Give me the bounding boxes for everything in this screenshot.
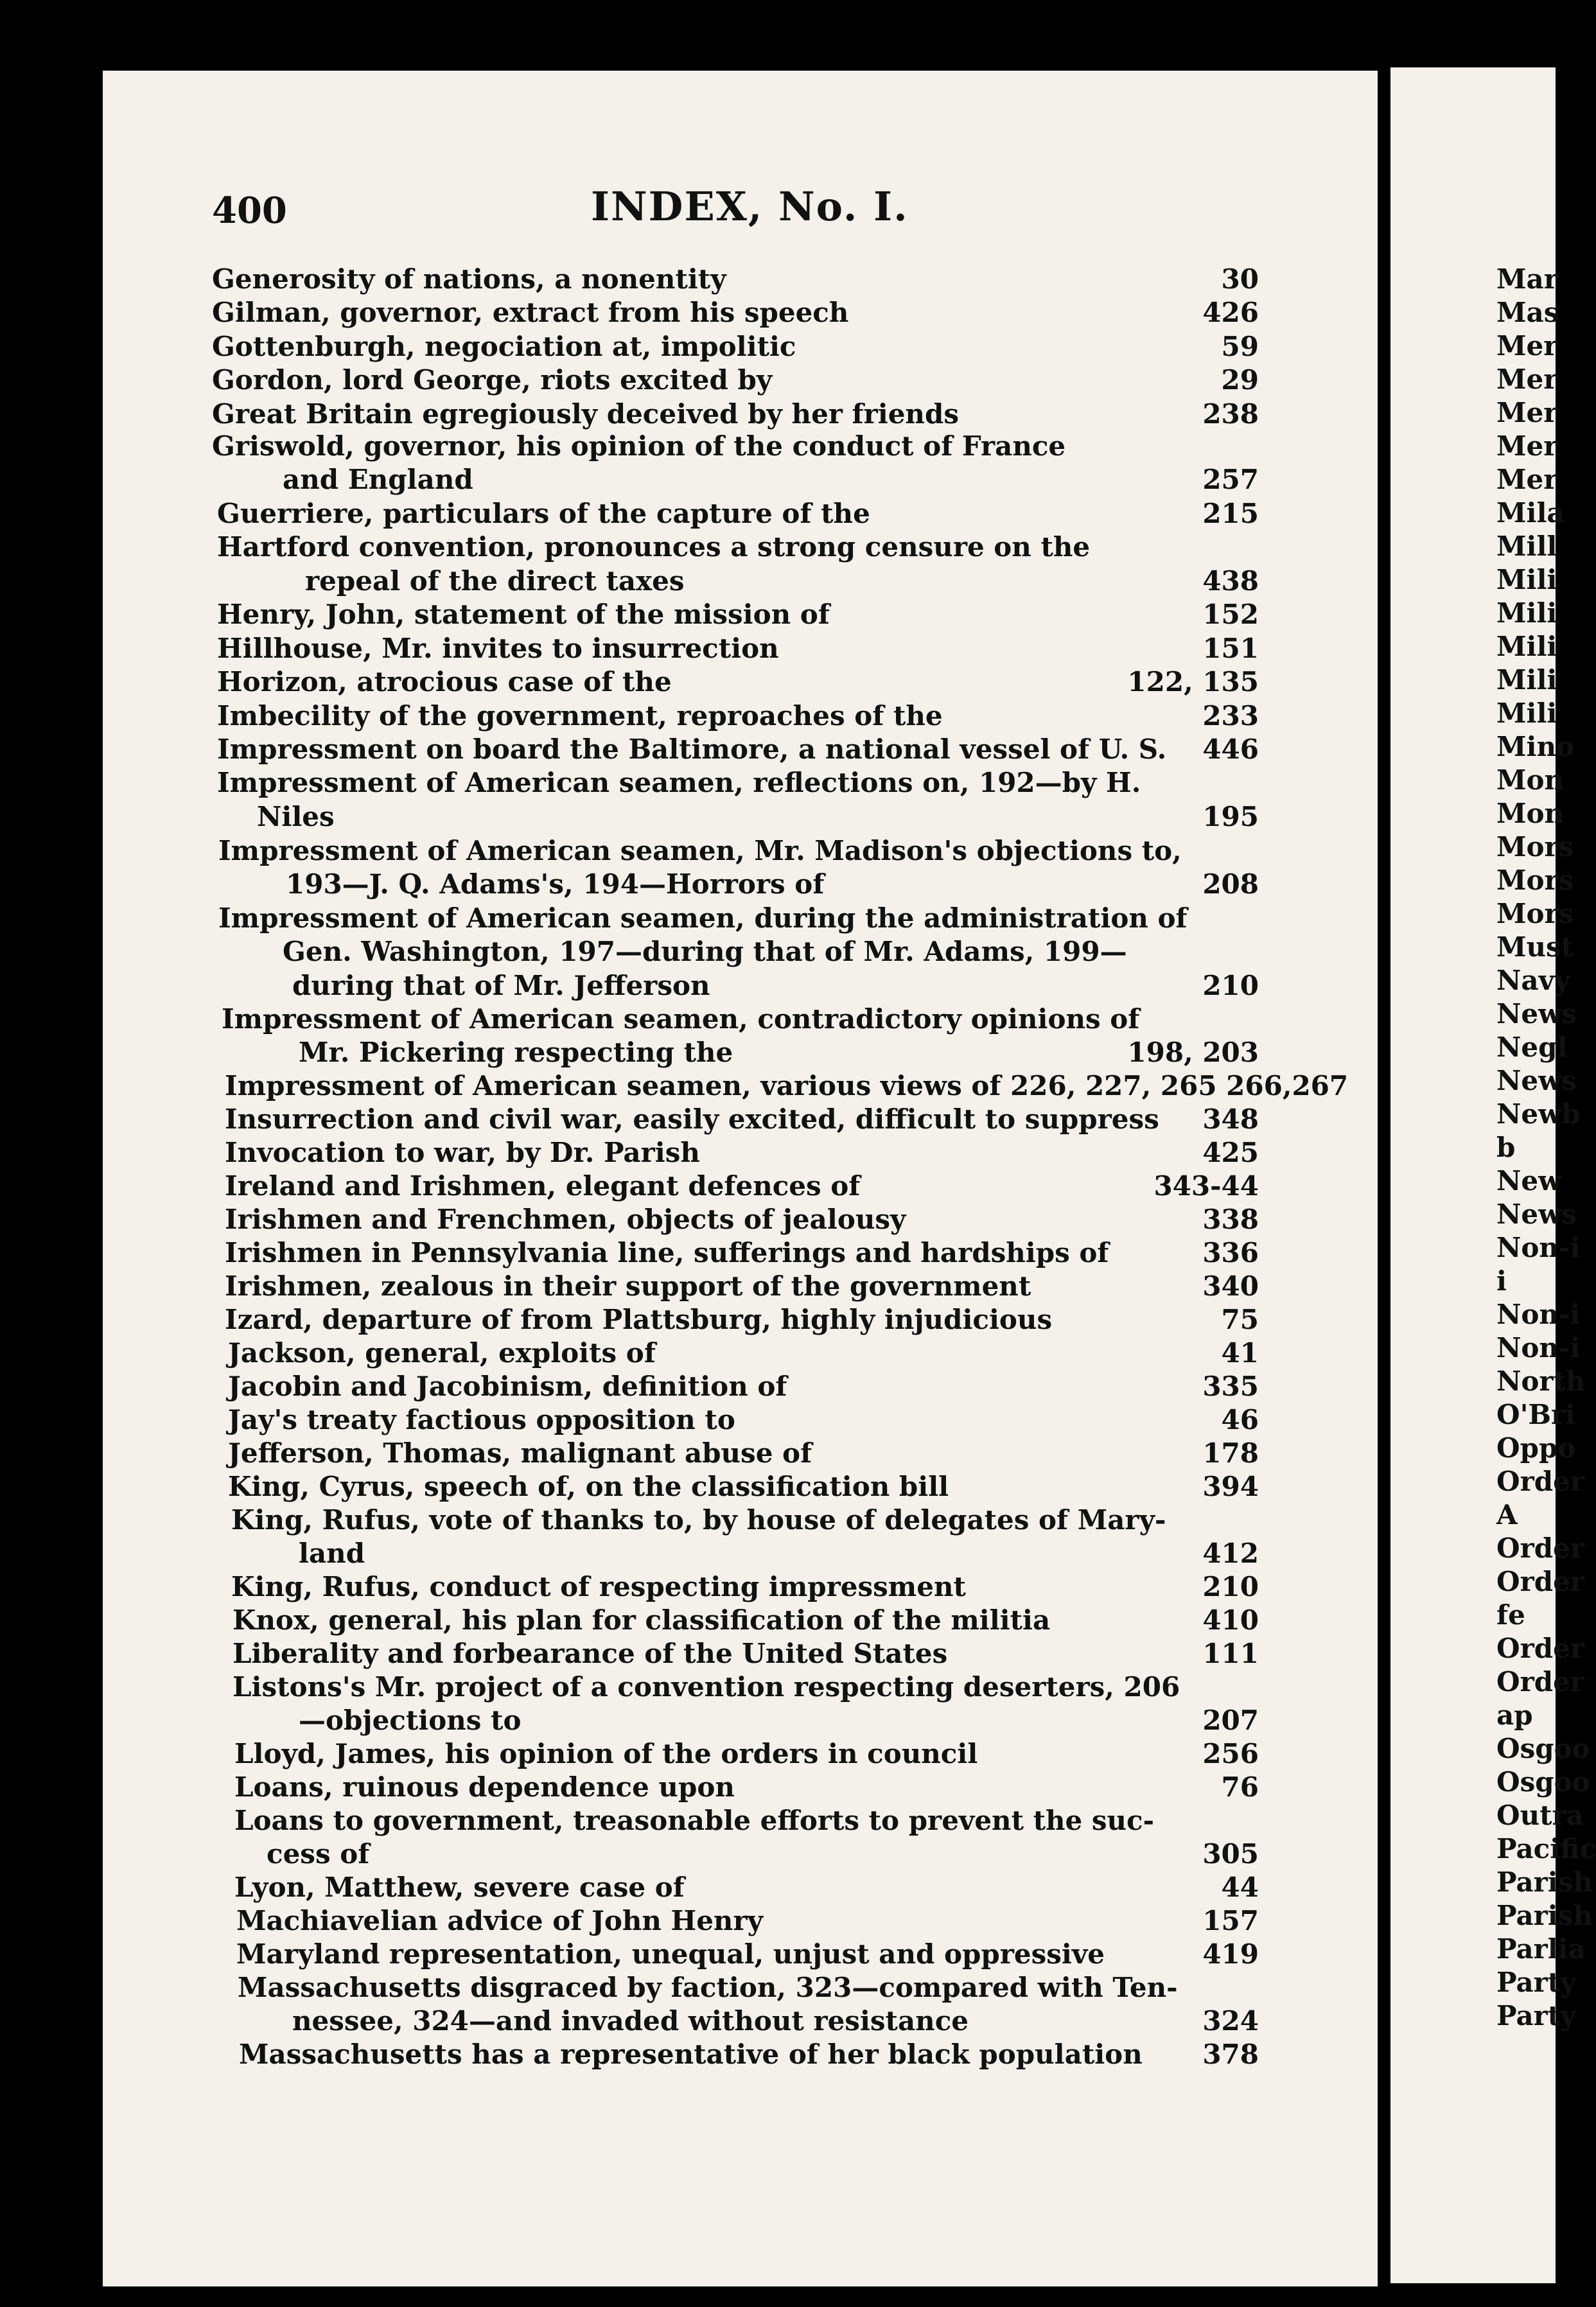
right-page-fragment: News [1496, 1065, 1577, 1096]
index-entry-text: Impressment of American seamen, contradictory opinions of [222, 1003, 1140, 1035]
index-entry-text: 193—J. Q. Adams's, 194—Horrors of [286, 868, 825, 900]
index-entry-text: Gordon, lord George, riots excited by [212, 364, 773, 396]
right-page-fragment: Outra [1496, 1800, 1584, 1831]
index-entry-page: 207 [1202, 1705, 1259, 1736]
index-entry-page: 157 [1202, 1905, 1259, 1936]
right-page-fragment: Mer [1496, 397, 1558, 428]
index-entry-text: Izard, departure of from Plattsburg, highly injudicious [225, 1304, 1053, 1335]
index-entry-text: Massachusetts has a representative of her black population [239, 2039, 1143, 2070]
index-entry-text: Lyon, Matthew, severe case of [234, 1872, 685, 1903]
index-entry-page: 76 [1221, 1771, 1259, 1803]
index-entry-page: 305 [1202, 1838, 1259, 1870]
right-page-fragment: Pacific [1496, 1833, 1596, 1864]
index-entry-text: Impressment on board the Baltimore, a national vessel of U. S. [217, 733, 1167, 765]
right-page-fragment: Order [1496, 1532, 1584, 1564]
right-page-fragment: ap [1496, 1699, 1533, 1731]
index-entry-page: 257 [1202, 464, 1259, 495]
index-entry-text: Irishmen, zealous in their support of the government [225, 1270, 1031, 1302]
index-entry-text: Impressment of American seamen, during the administration of [218, 902, 1188, 934]
index-entry-page: 238 [1202, 398, 1259, 430]
right-page-fragment: Party [1496, 1967, 1576, 1998]
right-page-fragment: Parish [1496, 1866, 1593, 1898]
index-entry-text: Gilman, governor, extract from his speech [212, 297, 849, 328]
index-entry-text: and England [283, 464, 473, 495]
right-page-fragment: Oppo [1496, 1432, 1576, 1464]
right-page-fragment: Mili [1496, 631, 1557, 662]
running-head-title: INDEX, No. I. [591, 183, 909, 230]
right-page-fragment: Mors [1496, 898, 1574, 929]
right-page-fragment: Non-i [1496, 1299, 1581, 1330]
right-page-fragment: Non-i [1496, 1232, 1581, 1263]
index-entry-text: Jackson, general, exploits of [228, 1337, 656, 1369]
right-page-fragment: Mer [1496, 330, 1558, 362]
right-page-fragment: A [1496, 1499, 1518, 1531]
right-page-fragment: Navy [1496, 965, 1570, 996]
right-page-fragment: New [1496, 1165, 1562, 1197]
index-entry-page: 75 [1221, 1304, 1259, 1335]
right-page-fragment: fe [1496, 1599, 1525, 1631]
index-entry-page: 348 [1202, 1103, 1259, 1135]
index-entry-page: 44 [1221, 1872, 1259, 1903]
index-entry-page: 438 [1202, 565, 1259, 597]
index-entry-page: 151 [1202, 633, 1259, 664]
right-page-fragment: Order [1496, 1633, 1584, 1664]
right-page-fragment: Mer [1496, 430, 1558, 462]
index-entry-text: Griswold, governor, his opinion of the conduct of France [212, 430, 1066, 462]
right-page-fragment: Mors [1496, 831, 1574, 863]
index-entry-page: 378 [1202, 2039, 1259, 2070]
index-entry-page: 446 [1202, 733, 1259, 765]
index-entry-text: Gottenburgh, negociation at, impolitic [212, 331, 796, 362]
index-entry-text: Gen. Washington, 197—during that of Mr. Adams, 199— [283, 936, 1127, 967]
index-entry-text: Irishmen in Pennsylvania line, sufferings and hardships of [225, 1237, 1109, 1268]
right-page-fragment: Mors [1496, 864, 1574, 896]
index-entry-page: 215 [1202, 498, 1259, 529]
right-page-fragment: News [1496, 1198, 1577, 1230]
index-entry-page: 30 [1221, 263, 1259, 295]
index-entry-text: Imbecility of the government, reproaches of the [217, 700, 943, 732]
index-entry-text: Hillhouse, Mr. invites to insurrection [217, 633, 779, 664]
right-page-fragment: Newb [1496, 1098, 1581, 1130]
index-entry-page: 338 [1202, 1204, 1259, 1235]
index-entry-page: 208 [1202, 868, 1259, 900]
index-entry-text: Loans, ruinous dependence upon [234, 1771, 735, 1803]
index-entry-text: Jay's treaty factious opposition to [228, 1404, 735, 1435]
index-entry-text: Insurrection and civil war, easily excited, difficult to suppress [225, 1103, 1159, 1135]
index-entry-text: Impressment of American seamen, reflections on, 192—by H. [217, 767, 1141, 798]
index-entry-text: Ireland and Irishmen, elegant defences of [225, 1170, 861, 1202]
right-page-fragment: Mili [1496, 597, 1557, 629]
index-entry-page: 343-44 [1153, 1170, 1259, 1202]
index-entry-page: 340 [1202, 1270, 1259, 1302]
index-entry-page: 336 [1202, 1237, 1259, 1268]
index-entry-text: Invocation to war, by Dr. Parish [225, 1137, 700, 1168]
right-page-fragment: North [1496, 1365, 1586, 1397]
right-page-fragment: Party [1496, 2000, 1576, 2031]
index-entry-text: Loans to government, treasonable efforts to prevent the suc- [234, 1805, 1155, 1836]
index-entry-page: 122, 135 [1127, 666, 1259, 697]
right-page-fragment: Osgoo [1496, 1733, 1590, 1764]
right-page-fragment: Parlia [1496, 1933, 1586, 1965]
right-page-fragment: Negl [1496, 1031, 1568, 1063]
index-entry-page: 335 [1202, 1371, 1259, 1402]
right-page-fragment: Mas [1496, 297, 1559, 328]
index-entry-text: King, Cyrus, speech of, on the classification bill [228, 1471, 949, 1502]
index-entry-text: Mr. Pickering respecting the [299, 1037, 733, 1068]
right-page-fragment: News [1496, 998, 1577, 1030]
right-page-fragment: b [1496, 1132, 1516, 1163]
index-entry-page: 410 [1202, 1604, 1259, 1636]
right-page-fragment: Mon [1496, 764, 1565, 796]
index-entry-text: Great Britain egregiously deceived by her friends [212, 398, 959, 430]
index-entry-text: Hartford convention, pronounces a strong censure on the [217, 531, 1091, 563]
right-page-fragment: Mill [1496, 531, 1557, 562]
right-page-fragment: Order [1496, 1566, 1584, 1597]
index-entry-text: nessee, 324—and invaded without resistance [292, 2005, 969, 2037]
index-entry-page: 394 [1202, 1471, 1259, 1502]
index-entry-text: Machiavelian advice of John Henry [236, 1905, 764, 1936]
right-page-fragment: Non-i [1496, 1332, 1581, 1364]
right-page-fragment: Mar [1496, 263, 1558, 295]
index-entry-page: 412 [1202, 1538, 1259, 1569]
right-page-fragment: Mili [1496, 697, 1557, 729]
index-entry-page: 46 [1221, 1404, 1259, 1435]
right-page-fragment: Order [1496, 1666, 1584, 1697]
index-entry-text: Henry, John, statement of the mission of [217, 599, 830, 630]
right-page-fragment: Mer [1496, 464, 1558, 495]
right-page-fragment: Osgoo [1496, 1766, 1590, 1798]
index-entry-page: 178 [1202, 1437, 1259, 1469]
right-page-fragment: i [1496, 1265, 1507, 1297]
right-page-fragment: Mili [1496, 564, 1557, 595]
page-number: 400 [212, 189, 287, 232]
index-entry-text: Generosity of nations, a nonentity [212, 263, 726, 295]
index-entry-text: Niles [257, 801, 335, 832]
right-page-fragment: Mino [1496, 731, 1574, 762]
index-entry-text: Horizon, atrocious case of the [217, 666, 672, 697]
index-entry-page: 198, 203 [1127, 1037, 1259, 1068]
index-entry-page: 426 [1202, 297, 1259, 328]
index-entry-text: Jefferson, Thomas, malignant abuse of [228, 1437, 812, 1469]
index-entry-text: during that of Mr. Jefferson [292, 970, 710, 1001]
right-page-fragment: O'Bri [1496, 1399, 1576, 1430]
index-entry-text: Jacobin and Jacobinism, definition of [228, 1371, 787, 1402]
index-entry-text: Liberality and forbearance of the United States [232, 1638, 948, 1669]
index-entry-page: 210 [1202, 1571, 1259, 1602]
index-entry-text: cess of [267, 1838, 370, 1870]
index-entry-page: 195 [1202, 801, 1259, 832]
right-page-fragment: Order [1496, 1466, 1584, 1497]
index-entry-text: Knox, general, his plan for classification of the militia [232, 1604, 1051, 1636]
index-entry-text: King, Rufus, vote of thanks to, by house of delegates of Mary- [231, 1504, 1166, 1536]
index-entry-page: 29 [1221, 364, 1259, 396]
right-page-fragment: Must [1496, 931, 1574, 963]
index-entry-text: Impressment of American seamen, Mr. Madison's objections to, [218, 835, 1182, 866]
index-entry-page: 210 [1202, 970, 1259, 1001]
index-entry-text: Maryland representation, unequal, unjust and oppressive [236, 1938, 1105, 1970]
right-page-fragment: Mer [1496, 364, 1558, 395]
index-entry-page: 59 [1221, 331, 1259, 362]
index-entry-text: King, Rufus, conduct of respecting impressment [231, 1571, 966, 1602]
index-entry-page: 425 [1202, 1137, 1259, 1168]
index-entry-text: repeal of the direct taxes [305, 565, 685, 597]
index-entry-text: land [299, 1538, 365, 1569]
index-entry-text: Lloyd, James, his opinion of the orders in council [234, 1738, 978, 1769]
index-entry-page: 111 [1202, 1638, 1259, 1669]
index-entry-text: Irishmen and Frenchmen, objects of jealousy [225, 1204, 906, 1235]
index-entry-text: —objections to [299, 1705, 522, 1736]
right-page-fragment: Mila [1496, 497, 1565, 529]
right-page-fragment: Parish [1496, 1900, 1593, 1931]
index-entry-text: Impressment of American seamen, various views of 226, 227, 265 266,267 [225, 1070, 1349, 1101]
index-entry-text: Guerriere, particulars of the capture of the [217, 498, 870, 529]
right-page-fragment: Mili [1496, 664, 1557, 696]
right-page-fragment: Mon [1496, 798, 1565, 829]
index-entry-page: 256 [1202, 1738, 1259, 1769]
index-entry-page: 419 [1202, 1938, 1259, 1970]
index-entry-text: Listons's Mr. project of a convention respecting deserters, 206 [232, 1671, 1180, 1703]
index-entry-page: 233 [1202, 700, 1259, 732]
index-entry-text: Massachusetts disgraced by faction, 323—compared with Ten- [238, 1972, 1178, 2003]
index-entry-page: 152 [1202, 599, 1259, 630]
index-entry-page: 324 [1202, 2005, 1259, 2037]
index-entry-page: 41 [1221, 1337, 1259, 1369]
